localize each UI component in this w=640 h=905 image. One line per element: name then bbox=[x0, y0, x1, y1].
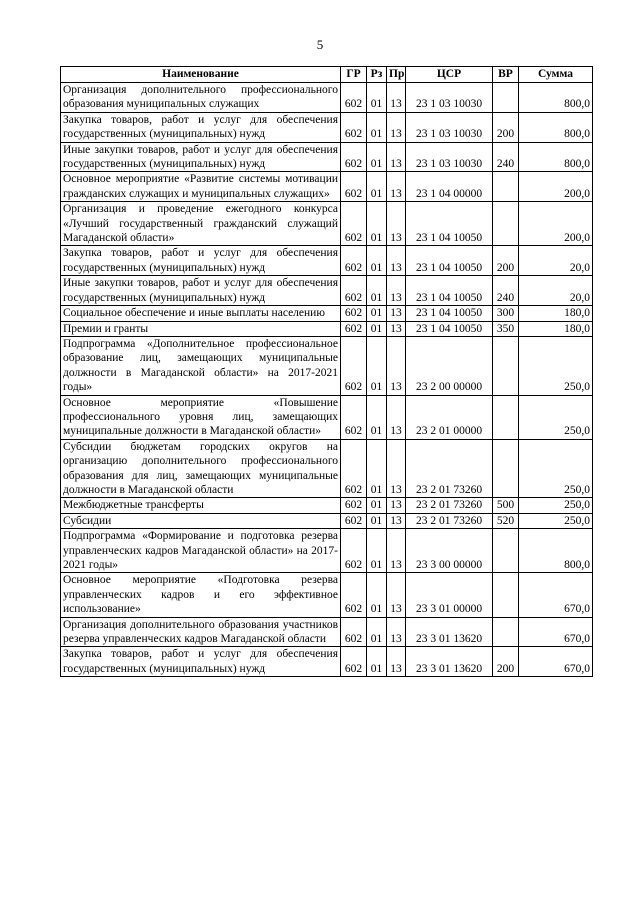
cell-gr: 602 bbox=[341, 439, 367, 498]
cell-csr: 23 1 04 10050 bbox=[406, 246, 493, 276]
cell-sum: 200,0 bbox=[519, 202, 593, 246]
cell-rz: 01 bbox=[367, 617, 387, 647]
cell-gr: 602 bbox=[341, 647, 367, 677]
cell-rz: 01 bbox=[367, 83, 387, 113]
cell-vr bbox=[493, 439, 519, 498]
header-vr: ВР bbox=[493, 67, 519, 83]
cell-sum: 800,0 bbox=[519, 142, 593, 172]
cell-pr: 13 bbox=[387, 172, 406, 202]
header-name: Наименование bbox=[61, 67, 341, 83]
cell-vr: 200 bbox=[493, 112, 519, 142]
cell-sum: 200,0 bbox=[519, 172, 593, 202]
table-row bbox=[61, 112, 593, 142]
cell-rz: 01 bbox=[367, 395, 387, 439]
cell-vr bbox=[493, 395, 519, 439]
cell-vr bbox=[493, 617, 519, 647]
cell-vr: 240 bbox=[493, 276, 519, 306]
cell-sum: 800,0 bbox=[519, 83, 593, 113]
cell-sum: 180,0 bbox=[519, 321, 593, 336]
cell-name: Организация дополнительного образования участников резерва управленческих кадров Магаданской области bbox=[61, 617, 341, 647]
cell-pr: 13 bbox=[387, 336, 406, 395]
table-row bbox=[61, 172, 593, 202]
cell-pr: 13 bbox=[387, 246, 406, 276]
cell-gr: 602 bbox=[341, 498, 367, 513]
table-row bbox=[61, 306, 593, 321]
cell-csr: 23 2 01 73260 bbox=[406, 513, 493, 528]
cell-gr: 602 bbox=[341, 617, 367, 647]
cell-name: Межбюджетные трансферты bbox=[61, 498, 341, 513]
cell-pr: 13 bbox=[387, 112, 406, 142]
cell-name: Организация дополнительного профессионального образования муниципальных служащих bbox=[61, 83, 341, 113]
cell-sum: 800,0 bbox=[519, 529, 593, 573]
cell-vr bbox=[493, 83, 519, 113]
cell-name: Закупка товаров, работ и услуг для обеспечения государственных (муниципальных) нужд bbox=[61, 246, 341, 276]
cell-sum: 250,0 bbox=[519, 498, 593, 513]
cell-name: Закупка товаров, работ и услуг для обеспечения государственных (муниципальных) нужд bbox=[61, 112, 341, 142]
cell-csr: 23 1 04 10050 bbox=[406, 306, 493, 321]
cell-sum: 250,0 bbox=[519, 395, 593, 439]
table-row bbox=[61, 321, 593, 336]
cell-vr: 200 bbox=[493, 246, 519, 276]
table-row bbox=[61, 647, 593, 677]
cell-vr bbox=[493, 529, 519, 573]
header-sum: Сумма bbox=[519, 67, 593, 83]
cell-sum: 670,0 bbox=[519, 647, 593, 677]
table-row bbox=[61, 573, 593, 617]
cell-rz: 01 bbox=[367, 647, 387, 677]
cell-sum: 20,0 bbox=[519, 246, 593, 276]
cell-csr: 23 3 01 00000 bbox=[406, 573, 493, 617]
cell-csr: 23 1 04 00000 bbox=[406, 172, 493, 202]
cell-sum: 250,0 bbox=[519, 336, 593, 395]
cell-sum: 800,0 bbox=[519, 112, 593, 142]
cell-name: Субсидии бюджетам городских округов на организацию дополнительного профессионального образования для лиц, замещающих муниципальные должности в Магаданской области bbox=[61, 439, 341, 498]
cell-name: Подпрограмма «Дополнительное профессиональное образование лиц, замещающих муниципальные должности в Магаданской области» на 2017-2021 годы» bbox=[61, 336, 341, 395]
cell-vr bbox=[493, 573, 519, 617]
cell-name: Организация и проведение ежегодного конкурса «Лучший государственный гражданский служащий Магаданской области» bbox=[61, 202, 341, 246]
cell-pr: 13 bbox=[387, 142, 406, 172]
cell-rz: 01 bbox=[367, 246, 387, 276]
header-csr: ЦСР bbox=[406, 67, 493, 83]
cell-csr: 23 1 04 10050 bbox=[406, 276, 493, 306]
page-number: 5 bbox=[316, 37, 324, 52]
cell-vr: 520 bbox=[493, 513, 519, 528]
cell-vr: 300 bbox=[493, 306, 519, 321]
cell-name: Иные закупки товаров, работ и услуг для обеспечения государственных (муниципальных) нужд bbox=[61, 276, 341, 306]
table-row bbox=[61, 142, 593, 172]
cell-sum: 670,0 bbox=[519, 573, 593, 617]
table-header-row bbox=[61, 67, 593, 83]
cell-rz: 01 bbox=[367, 573, 387, 617]
cell-gr: 602 bbox=[341, 202, 367, 246]
budget-table bbox=[60, 66, 593, 677]
cell-gr: 602 bbox=[341, 276, 367, 306]
cell-pr: 13 bbox=[387, 617, 406, 647]
cell-gr: 602 bbox=[341, 83, 367, 113]
cell-pr: 13 bbox=[387, 647, 406, 677]
cell-pr: 13 bbox=[387, 83, 406, 113]
cell-gr: 602 bbox=[341, 321, 367, 336]
cell-rz: 01 bbox=[367, 112, 387, 142]
cell-sum: 670,0 bbox=[519, 617, 593, 647]
cell-pr: 13 bbox=[387, 202, 406, 246]
table-row bbox=[61, 617, 593, 647]
cell-name: Основное мероприятие «Повышение профессионального уровня лиц, замещающих муниципальные должности в Магаданской области» bbox=[61, 395, 341, 439]
cell-pr: 13 bbox=[387, 439, 406, 498]
cell-sum: 250,0 bbox=[519, 513, 593, 528]
cell-vr: 500 bbox=[493, 498, 519, 513]
cell-sum: 20,0 bbox=[519, 276, 593, 306]
cell-rz: 01 bbox=[367, 439, 387, 498]
cell-pr: 13 bbox=[387, 276, 406, 306]
table-row bbox=[61, 276, 593, 306]
cell-sum: 250,0 bbox=[519, 439, 593, 498]
cell-vr: 240 bbox=[493, 142, 519, 172]
cell-gr: 602 bbox=[341, 336, 367, 395]
cell-rz: 01 bbox=[367, 321, 387, 336]
cell-gr: 602 bbox=[341, 112, 367, 142]
cell-name: Основное мероприятие «Подготовка резерва управленческих кадров и его эффективное использование» bbox=[61, 573, 341, 617]
cell-vr bbox=[493, 336, 519, 395]
table-row bbox=[61, 529, 593, 573]
table-row bbox=[61, 439, 593, 498]
table-row bbox=[61, 336, 593, 395]
cell-vr bbox=[493, 202, 519, 246]
cell-csr: 23 1 03 10030 bbox=[406, 83, 493, 113]
cell-pr: 13 bbox=[387, 529, 406, 573]
cell-gr: 602 bbox=[341, 513, 367, 528]
cell-name: Подпрограмма «Формирование и подготовка резерва управленческих кадров Магаданской области» на 2017-2021 годы» bbox=[61, 529, 341, 573]
table-row bbox=[61, 498, 593, 513]
cell-gr: 602 bbox=[341, 172, 367, 202]
cell-rz: 01 bbox=[367, 306, 387, 321]
cell-vr: 350 bbox=[493, 321, 519, 336]
cell-rz: 01 bbox=[367, 336, 387, 395]
cell-rz: 01 bbox=[367, 498, 387, 513]
table-body bbox=[61, 83, 593, 677]
cell-gr: 602 bbox=[341, 573, 367, 617]
cell-csr: 23 1 04 10050 bbox=[406, 202, 493, 246]
cell-csr: 23 1 03 10030 bbox=[406, 142, 493, 172]
cell-rz: 01 bbox=[367, 529, 387, 573]
cell-pr: 13 bbox=[387, 498, 406, 513]
table-row bbox=[61, 395, 593, 439]
cell-csr: 23 2 01 73260 bbox=[406, 439, 493, 498]
table-row bbox=[61, 83, 593, 113]
cell-vr: 200 bbox=[493, 647, 519, 677]
header-rz: Рз bbox=[367, 67, 387, 83]
header-gr: ГР bbox=[341, 67, 367, 83]
cell-gr: 602 bbox=[341, 306, 367, 321]
table-row bbox=[61, 513, 593, 528]
cell-rz: 01 bbox=[367, 172, 387, 202]
cell-csr: 23 2 01 00000 bbox=[406, 395, 493, 439]
cell-gr: 602 bbox=[341, 395, 367, 439]
cell-rz: 01 bbox=[367, 513, 387, 528]
cell-name: Иные закупки товаров, работ и услуг для обеспечения государственных (муниципальных) нужд bbox=[61, 142, 341, 172]
cell-name: Основное мероприятие «Развитие системы мотивации гражданских служащих и муниципальных служащих» bbox=[61, 172, 341, 202]
cell-sum: 180,0 bbox=[519, 306, 593, 321]
cell-pr: 13 bbox=[387, 395, 406, 439]
cell-rz: 01 bbox=[367, 276, 387, 306]
table-row bbox=[61, 246, 593, 276]
cell-csr: 23 1 03 10030 bbox=[406, 112, 493, 142]
cell-csr: 23 2 00 00000 bbox=[406, 336, 493, 395]
cell-gr: 602 bbox=[341, 529, 367, 573]
cell-rz: 01 bbox=[367, 202, 387, 246]
table-row bbox=[61, 202, 593, 246]
cell-csr: 23 3 00 00000 bbox=[406, 529, 493, 573]
cell-pr: 13 bbox=[387, 306, 406, 321]
cell-gr: 602 bbox=[341, 142, 367, 172]
cell-csr: 23 3 01 13620 bbox=[406, 647, 493, 677]
cell-csr: 23 2 01 73260 bbox=[406, 498, 493, 513]
cell-pr: 13 bbox=[387, 321, 406, 336]
cell-name: Социальное обеспечение и иные выплаты населению bbox=[61, 306, 341, 321]
cell-pr: 13 bbox=[387, 513, 406, 528]
cell-csr: 23 3 01 13620 bbox=[406, 617, 493, 647]
cell-gr: 602 bbox=[341, 246, 367, 276]
cell-name: Премии и гранты bbox=[61, 321, 341, 336]
cell-pr: 13 bbox=[387, 573, 406, 617]
cell-vr bbox=[493, 172, 519, 202]
cell-name: Субсидии bbox=[61, 513, 341, 528]
cell-name: Закупка товаров, работ и услуг для обеспечения государственных (муниципальных) нужд bbox=[61, 647, 341, 677]
header-pr: Пр bbox=[387, 67, 406, 83]
cell-csr: 23 1 04 10050 bbox=[406, 321, 493, 336]
cell-rz: 01 bbox=[367, 142, 387, 172]
